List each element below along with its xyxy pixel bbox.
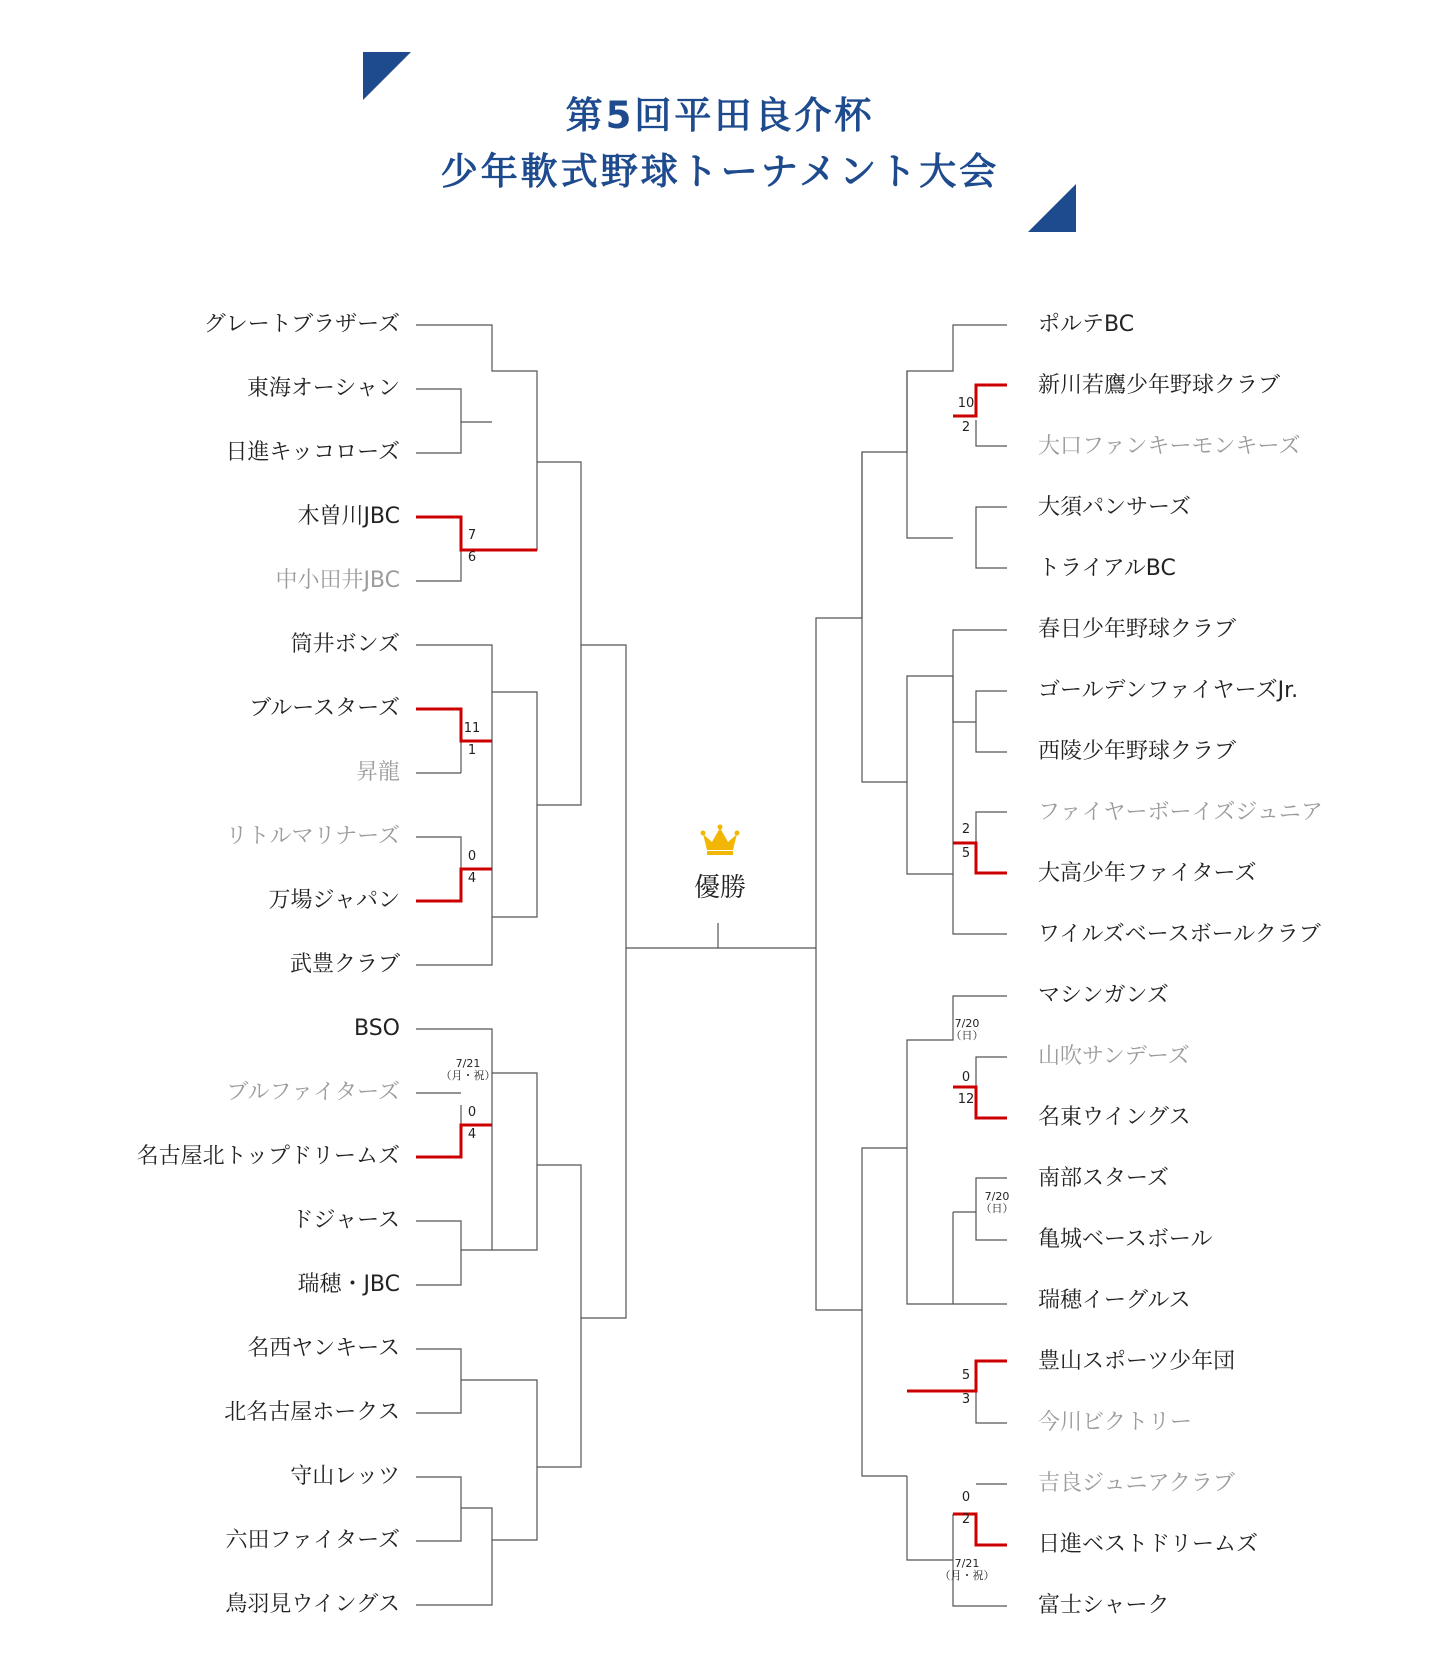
team-left-3: 日進キッコローズ	[225, 440, 400, 465]
bracket-line	[492, 1073, 537, 1250]
team-right-7: ゴールデンファイヤーズJr.	[1038, 678, 1299, 703]
team-right-12: マシンガンズ	[1038, 983, 1169, 1008]
bracket-line	[416, 1467, 537, 1540]
bracket-line	[416, 948, 626, 1318]
bracket-line	[907, 676, 953, 874]
bracket-line	[976, 1391, 1007, 1423]
score-left-kisogawa-top: 7	[467, 528, 477, 543]
bracket-line	[907, 1476, 953, 1560]
team-right-8: 西陵少年野球クラブ	[1038, 739, 1237, 764]
bracket-line	[907, 371, 953, 538]
bracket-line	[416, 1221, 492, 1250]
bracket-line	[953, 1212, 1007, 1304]
page-title-line1: 第5回平田良介杯	[565, 94, 875, 137]
bracket-line	[416, 1508, 461, 1541]
bracket-line	[862, 452, 1007, 782]
bracket-line	[416, 1318, 581, 1467]
team-right-4: 大須パンサーズ	[1038, 495, 1191, 520]
team-right-1: ポルテBC	[1038, 312, 1135, 337]
team-right-21: 日進ベストドリームズ	[1038, 1532, 1259, 1557]
team-right-20: 吉良ジュニアクラブ	[1038, 1471, 1235, 1496]
team-left-14: 名古屋北トップドリームズ	[136, 1144, 400, 1169]
team-left-4: 木曽川JBC	[297, 504, 400, 529]
bracket-line	[416, 837, 461, 872]
team-left-5: 中小田井JBC	[275, 568, 400, 593]
team-left-13: ブルファイターズ	[226, 1080, 400, 1105]
score-right-nisshin-bottom: 2	[961, 1512, 971, 1527]
team-left-15: ドジャース	[291, 1208, 400, 1233]
score-right-odaka-top: 2	[961, 822, 971, 837]
score-left-kisogawa-bottom: 6	[467, 550, 477, 565]
team-left-17: 名西ヤンキース	[247, 1336, 400, 1361]
score-right-shinkawa-bottom: 2	[961, 420, 971, 435]
team-right-9: ファイヤーボーイズジュニア	[1038, 800, 1323, 825]
team-left-16: 瑞穂・JBC	[297, 1272, 400, 1297]
team-right-15: 南部スターズ	[1038, 1166, 1169, 1191]
team-left-12: BSO	[354, 1016, 400, 1041]
team-left-21: 鳥羽見ウイングス	[225, 1592, 400, 1617]
bracket-line	[976, 1057, 1007, 1087]
team-right-16: 亀城ベースボール	[1038, 1227, 1213, 1252]
score-right-toyoyama-bottom: 3	[961, 1392, 971, 1407]
match-date-right-720b: 7/20 （日）	[980, 1190, 1014, 1215]
score-left-bluestars-bottom: 1	[467, 743, 477, 758]
team-left-6: 筒井ボンズ	[290, 632, 400, 657]
team-right-17: 瑞穂イーグルス	[1038, 1288, 1191, 1313]
score-right-nisshin-top: 0	[961, 1490, 971, 1505]
team-left-9: リトルマリナーズ	[225, 824, 400, 849]
score-left-manba-top: 0	[467, 849, 477, 864]
bracket-line	[907, 1148, 953, 1304]
bracket-line	[976, 507, 1007, 538]
bracket-line	[976, 538, 1007, 568]
bracket-line	[953, 676, 1007, 722]
crown-icon	[700, 824, 740, 856]
team-right-18: 豊山スポーツ少年団	[1038, 1349, 1236, 1374]
team-left-1: グレートブラザーズ	[203, 312, 400, 337]
bracket-line	[416, 389, 492, 422]
score-left-bluestars-top: 11	[463, 721, 481, 736]
team-right-5: トライアルBC	[1038, 556, 1176, 581]
bracket-line	[976, 812, 1007, 843]
bracket-line	[416, 550, 461, 581]
bracket-line	[416, 1540, 492, 1605]
bracket-line	[976, 420, 1007, 446]
team-left-7: ブルースターズ	[249, 696, 400, 721]
score-left-nagoyakita-top: 0	[467, 1105, 477, 1120]
bracket-line	[976, 1212, 1007, 1240]
bracket-line	[416, 645, 581, 805]
team-left-2: 東海オーシャン	[246, 376, 400, 401]
match-date-right-720a: 7/20 （日）	[950, 1017, 984, 1042]
team-right-2: 新川若鷹少年野球クラブ	[1038, 373, 1281, 398]
team-right-14: 名東ウイングス	[1038, 1105, 1191, 1130]
score-left-nagoyakita-bottom: 4	[467, 1127, 477, 1142]
bracket-line	[416, 422, 461, 453]
score-right-odaka-bottom: 5	[961, 846, 971, 861]
champion-label: 優勝	[693, 873, 746, 903]
page-title-line2: 少年軟式野球トーナメント大会	[440, 150, 1000, 193]
bracket-line	[862, 1310, 907, 1476]
bracket-line	[416, 1380, 461, 1413]
bracket-line	[416, 917, 492, 965]
team-left-11: 武豊クラブ	[289, 952, 400, 977]
score-right-shinkawa-top: 10	[957, 396, 975, 411]
score-right-meito-bottom: 12	[957, 1092, 975, 1107]
match-date-left-721: 7/21 （月・祝）	[440, 1057, 496, 1082]
bracket-line	[416, 1250, 461, 1285]
match-date-right-721: 7/21 （月・祝）	[939, 1557, 995, 1582]
team-left-10: 万場ジャパン	[268, 888, 400, 913]
bracket-line	[976, 722, 1007, 752]
team-left-8: 昇龍	[355, 760, 400, 785]
team-right-3: 大口ファンキーモンキーズ	[1038, 434, 1301, 459]
team-right-13: 山吹サンデーズ	[1038, 1044, 1190, 1069]
team-left-19: 守山レッツ	[290, 1464, 400, 1489]
team-left-18: 北名古屋ホークス	[224, 1400, 400, 1425]
team-right-6: 春日少年野球クラブ	[1038, 617, 1237, 642]
team-left-20: 六田ファイターズ	[225, 1528, 400, 1553]
bracket-line	[492, 692, 537, 917]
score-left-manba-bottom: 4	[467, 871, 477, 886]
team-right-19: 今川ビクトリー	[1038, 1410, 1193, 1435]
score-right-meito-top: 0	[961, 1070, 971, 1085]
team-right-10: 大高少年ファイターズ	[1038, 861, 1257, 886]
bracket-line	[953, 874, 1007, 934]
bracket-line	[816, 948, 1007, 1310]
score-right-toyoyama-top: 5	[961, 1368, 971, 1383]
team-right-22: 富士シャーク	[1038, 1593, 1170, 1618]
team-right-11: ワイルズベースボールクラブ	[1038, 922, 1321, 947]
